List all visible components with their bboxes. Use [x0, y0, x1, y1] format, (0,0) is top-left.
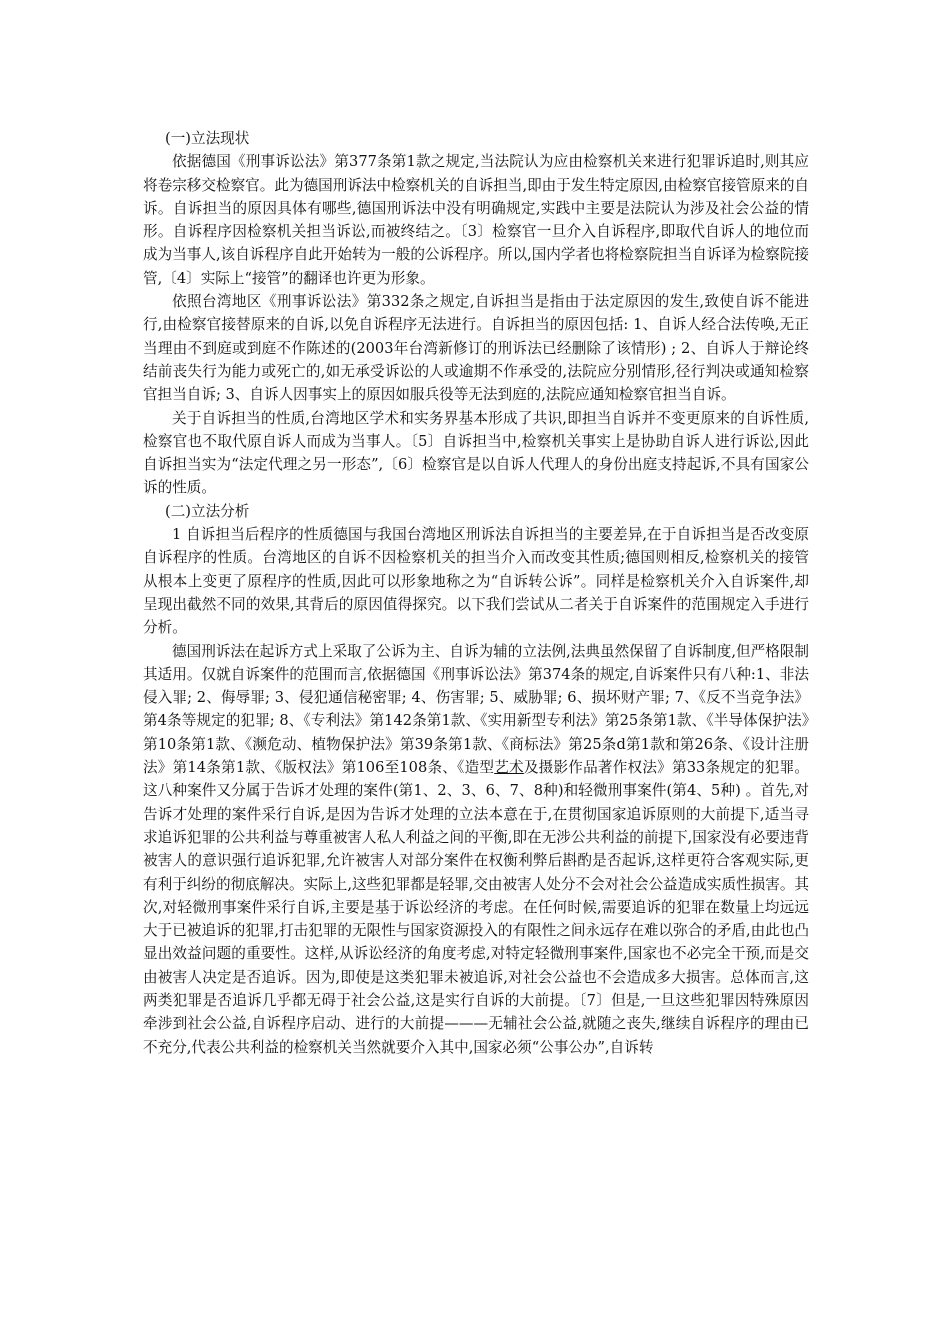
paragraph-taiwan-provision: 依照台湾地区《刑事诉讼法》第332条之规定,自诉担当是指由于法定原因的发生,致使自诉不能进行,由检察官接替原来的自诉,以免自诉程序无法进行。自诉担当的原因包括: 1、自诉人经合法传唤,无正当理由不到庭或到庭不作陈述的(2003年台湾新修订的刑诉法已经删除了该情形) ; 2、自诉人于辩论终结前丧失行为能力或死亡的,如无承受诉讼的人或逾期不作承受的,法院应分别情形,径行判决或通知检察官担当自诉; 3、自诉人因事实上的原因如服兵役等无法到庭的,法院应通知检察官担当自诉。: [143, 293, 809, 404]
paragraph-text-part2: 及摄影作品著作权法》第33条规定的犯罪。这八种案件又分属于告诉才处理的案件(第1、2、3、6、7、8种)和轻微刑事案件(第4、5种) 。首先,对告诉才处理的案件采行自诉,是因为告诉才处理的立法本意在于,在贯彻国家追诉原则的大前提下,适当寻求追诉犯罪的公共利益与尊重被害人私人利益之间的平衡,即在无涉公共利益的前提下,国家没有必要违背被害人的意识强行追诉犯罪,允许被害人对部分案件在权衡利弊后斟酌是否起诉,这样更符合客观实际,更有利于纠纷的彻底解决。实际上,这些犯罪都是轻罪,交由被害人处分不会对社会公益造成实质性损害。其次,对轻微刑事案件采行自诉,主要是基于诉讼经济的考虑。在任何时候,需要追诉的犯罪在数量上均远远大于已被追诉的犯罪,打击犯罪的无限性与国家资源投入的有限性之间永远存在难以弥合的矛盾,由此也凸显出效益问题的重要性。这样,从诉讼经济的角度考虑,对特定轻微刑事案件,国家也不必完全干预,而是交由被害人决定是否追诉。因为,即使是这类犯罪未被追诉,对社会公益也不会造成多大损害。总体而言,这两类犯罪是否追诉几乎都无碍于社会公益,这是实行自诉的大前提。〔7〕但是,一旦这些犯罪因特殊原因牵涉到社会公益,自诉程序启动、进行的大前提———无辅社会公益,就随之丧失,继续自诉程序的理由已不充分,代表公共利益的检察机关当然就要介入其中,国家必须“公事公办”,自诉转: [143, 759, 810, 1056]
paragraph-text-part1: 德国刑诉法在起诉方式上采取了公诉为主、自诉为辅的立法例,法典虽然保留了自诉制度,但严格限制其适用。仅就自诉案件的范围而言,依据德国《刑事诉讼法》第374条的规定,自诉案件只有八种:1、非法侵入罪; 2、侮辱罪; 3、侵犯通信秘密罪; 4、伤害罪; 5、威胁罪; 6、损坏财产罪; 7、《反不当竞争法》第4条等规定的犯罪; 8、《专利法》第142条第1款、《实用新型专利法》第25条第1款、《半导体保护法》第10条第1款、《濒危动、植物保护法》第39条第1款、《商标法》第25条d第1款和第26条、《设计注册法》第14条第1款、《版权法》第106至108条、《造型: [143, 642, 809, 777]
paragraph-taiwan-nature: 关于自诉担当的性质,台湾地区学术和实务界基本形成了共识,即担当自诉并不变更原来的自诉性质,检察官也不取代原自诉人而成为当事人。〔5〕自诉担当中,检察机关事实上是协助自诉人进行诉讼,因此自诉担当实为“法定代理之另一形态”,〔6〕检察官是以自诉人代理人的身份出庭支持起诉,不具有国家公诉的性质。: [143, 409, 809, 497]
underlined-term: 艺术: [494, 759, 524, 777]
section-heading-legislation-analysis: (二)立法分析: [165, 502, 250, 520]
paragraph-german-private-prosecution: [143, 640, 809, 1059]
paragraph-procedure-nature: 1 自诉担当后程序的性质德国与我国台湾地区刑诉法自诉担当的主要差异,在于自诉担当是否改变原自诉程序的性质。台湾地区的自诉不因检察机关的担当介入而改变其性质;德国则相反,检察机关的接管从根本上变更了原程序的性质,因此可以形象地称之为“自诉转公诉”。同样是检察机关介入自诉案件,却呈现出截然不同的效果,其背后的原因值得探究。以下我们尝试从二者关于自诉案件的范围规定入手进行分析。: [143, 526, 809, 637]
section-heading-legislation-status: (一)立法现状: [165, 130, 250, 147]
document-body: [143, 127, 809, 1059]
paragraph-germany-prosecution: 依据德国《刑事诉讼法》第377条第1款之规定,当法院认为应由检察机关来进行犯罪诉追时,则其应将卷宗移交检察官。此为德国刑诉法中检察机关的自诉担当,即由于发生特定原因,由检察官接管原来的自诉。自诉担当的原因具体有哪些,德国刑诉法中没有明确规定,实践中主要是法院认为涉及社会公益的情形。自诉程序因检察机关担当诉讼,而被终结之。〔3〕检察官一旦介入自诉程序,即取代自诉人的地位而成为当事人,该自诉程序自此开始转为一般的公诉程序。所以,国内学者也将检察院担当自诉译为检察院接管,〔4〕实际上“接管”的翻译也许更为形象。: [143, 153, 810, 287]
